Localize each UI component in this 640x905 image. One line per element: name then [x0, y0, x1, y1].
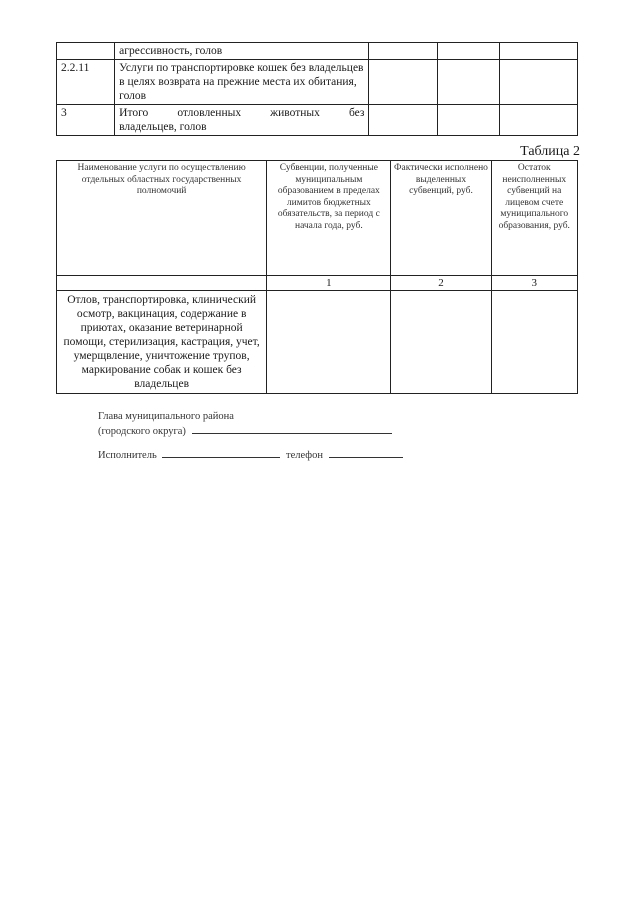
empty-cell: [500, 60, 578, 105]
head-signature-block: [98, 410, 392, 438]
header-service-name: Наименование услуги по осуществлению отдельных областных государственных полномочий: [57, 161, 267, 276]
row-number-cell: [57, 43, 115, 60]
empty-cell: [500, 105, 578, 136]
empty-cell: [391, 291, 491, 394]
table-caption: Таблица 2: [520, 144, 580, 159]
head-signature-line: [192, 423, 392, 434]
column-number-cell: 1: [267, 276, 391, 291]
row-description-cell: агрессивность, голов: [115, 43, 369, 60]
column-number-cell: [57, 276, 267, 291]
empty-cell: [437, 105, 499, 136]
head-subtitle: (городского округа): [98, 426, 186, 437]
empty-cell: [369, 43, 437, 60]
row-description-cell: Услуги по транспортировке кошек без владельцев в целях возврата на прежние места их обитания, голов: [115, 60, 369, 105]
header-subsidies-remaining: Остаток неисполненных субвенций на лицевом счете муниципального образования, руб.: [491, 161, 578, 276]
table-row: [57, 43, 578, 60]
row-number-cell: 3: [57, 105, 115, 136]
table-row: [57, 291, 578, 394]
empty-cell: [500, 43, 578, 60]
table-row: [57, 105, 578, 136]
executor-signature-line: [162, 447, 280, 458]
empty-cell: [369, 105, 437, 136]
empty-cell: [437, 43, 499, 60]
executor-label: Исполнитель: [98, 450, 157, 461]
table-header-row: [57, 161, 578, 276]
empty-cell: [369, 60, 437, 105]
column-number-cell: 3: [491, 276, 578, 291]
total-row-line-2: владельцев, голов: [119, 121, 207, 133]
table-row: [57, 60, 578, 105]
row-number-cell: 2.2.11: [57, 60, 115, 105]
executor-block: [98, 447, 403, 462]
header-subsidies-executed: Фактически исполнено выделенных субвенций, руб.: [391, 161, 491, 276]
total-row-line-1: Итого отловленных животных без: [119, 107, 365, 119]
phone-label: телефон: [285, 450, 323, 461]
column-numbers-row: [57, 276, 578, 291]
subsidies-table: [56, 160, 578, 394]
head-title-line-2: [98, 423, 392, 438]
phone-line: [329, 447, 403, 458]
header-subsidies-received: Субвенции, полученные муниципальным образованием в пределах лимитов бюджетных обязательств, за период с начала года, руб.: [267, 161, 391, 276]
empty-cell: [491, 291, 578, 394]
column-number-cell: 2: [391, 276, 491, 291]
head-title: Глава муниципального района: [98, 411, 234, 422]
row-description-cell: [115, 105, 369, 136]
report-table-continuation: [56, 42, 578, 136]
empty-cell: [437, 60, 499, 105]
service-name-cell: Отлов, транспортировка, клинический осмотр, вакцинация, содержание в приютах, оказание ветеринарной помощи, стерилизация, кастрация, учет, умерщвление, уничтожение трупов, маркирование собак и кошек без владельцев: [57, 291, 267, 394]
empty-cell: [267, 291, 391, 394]
